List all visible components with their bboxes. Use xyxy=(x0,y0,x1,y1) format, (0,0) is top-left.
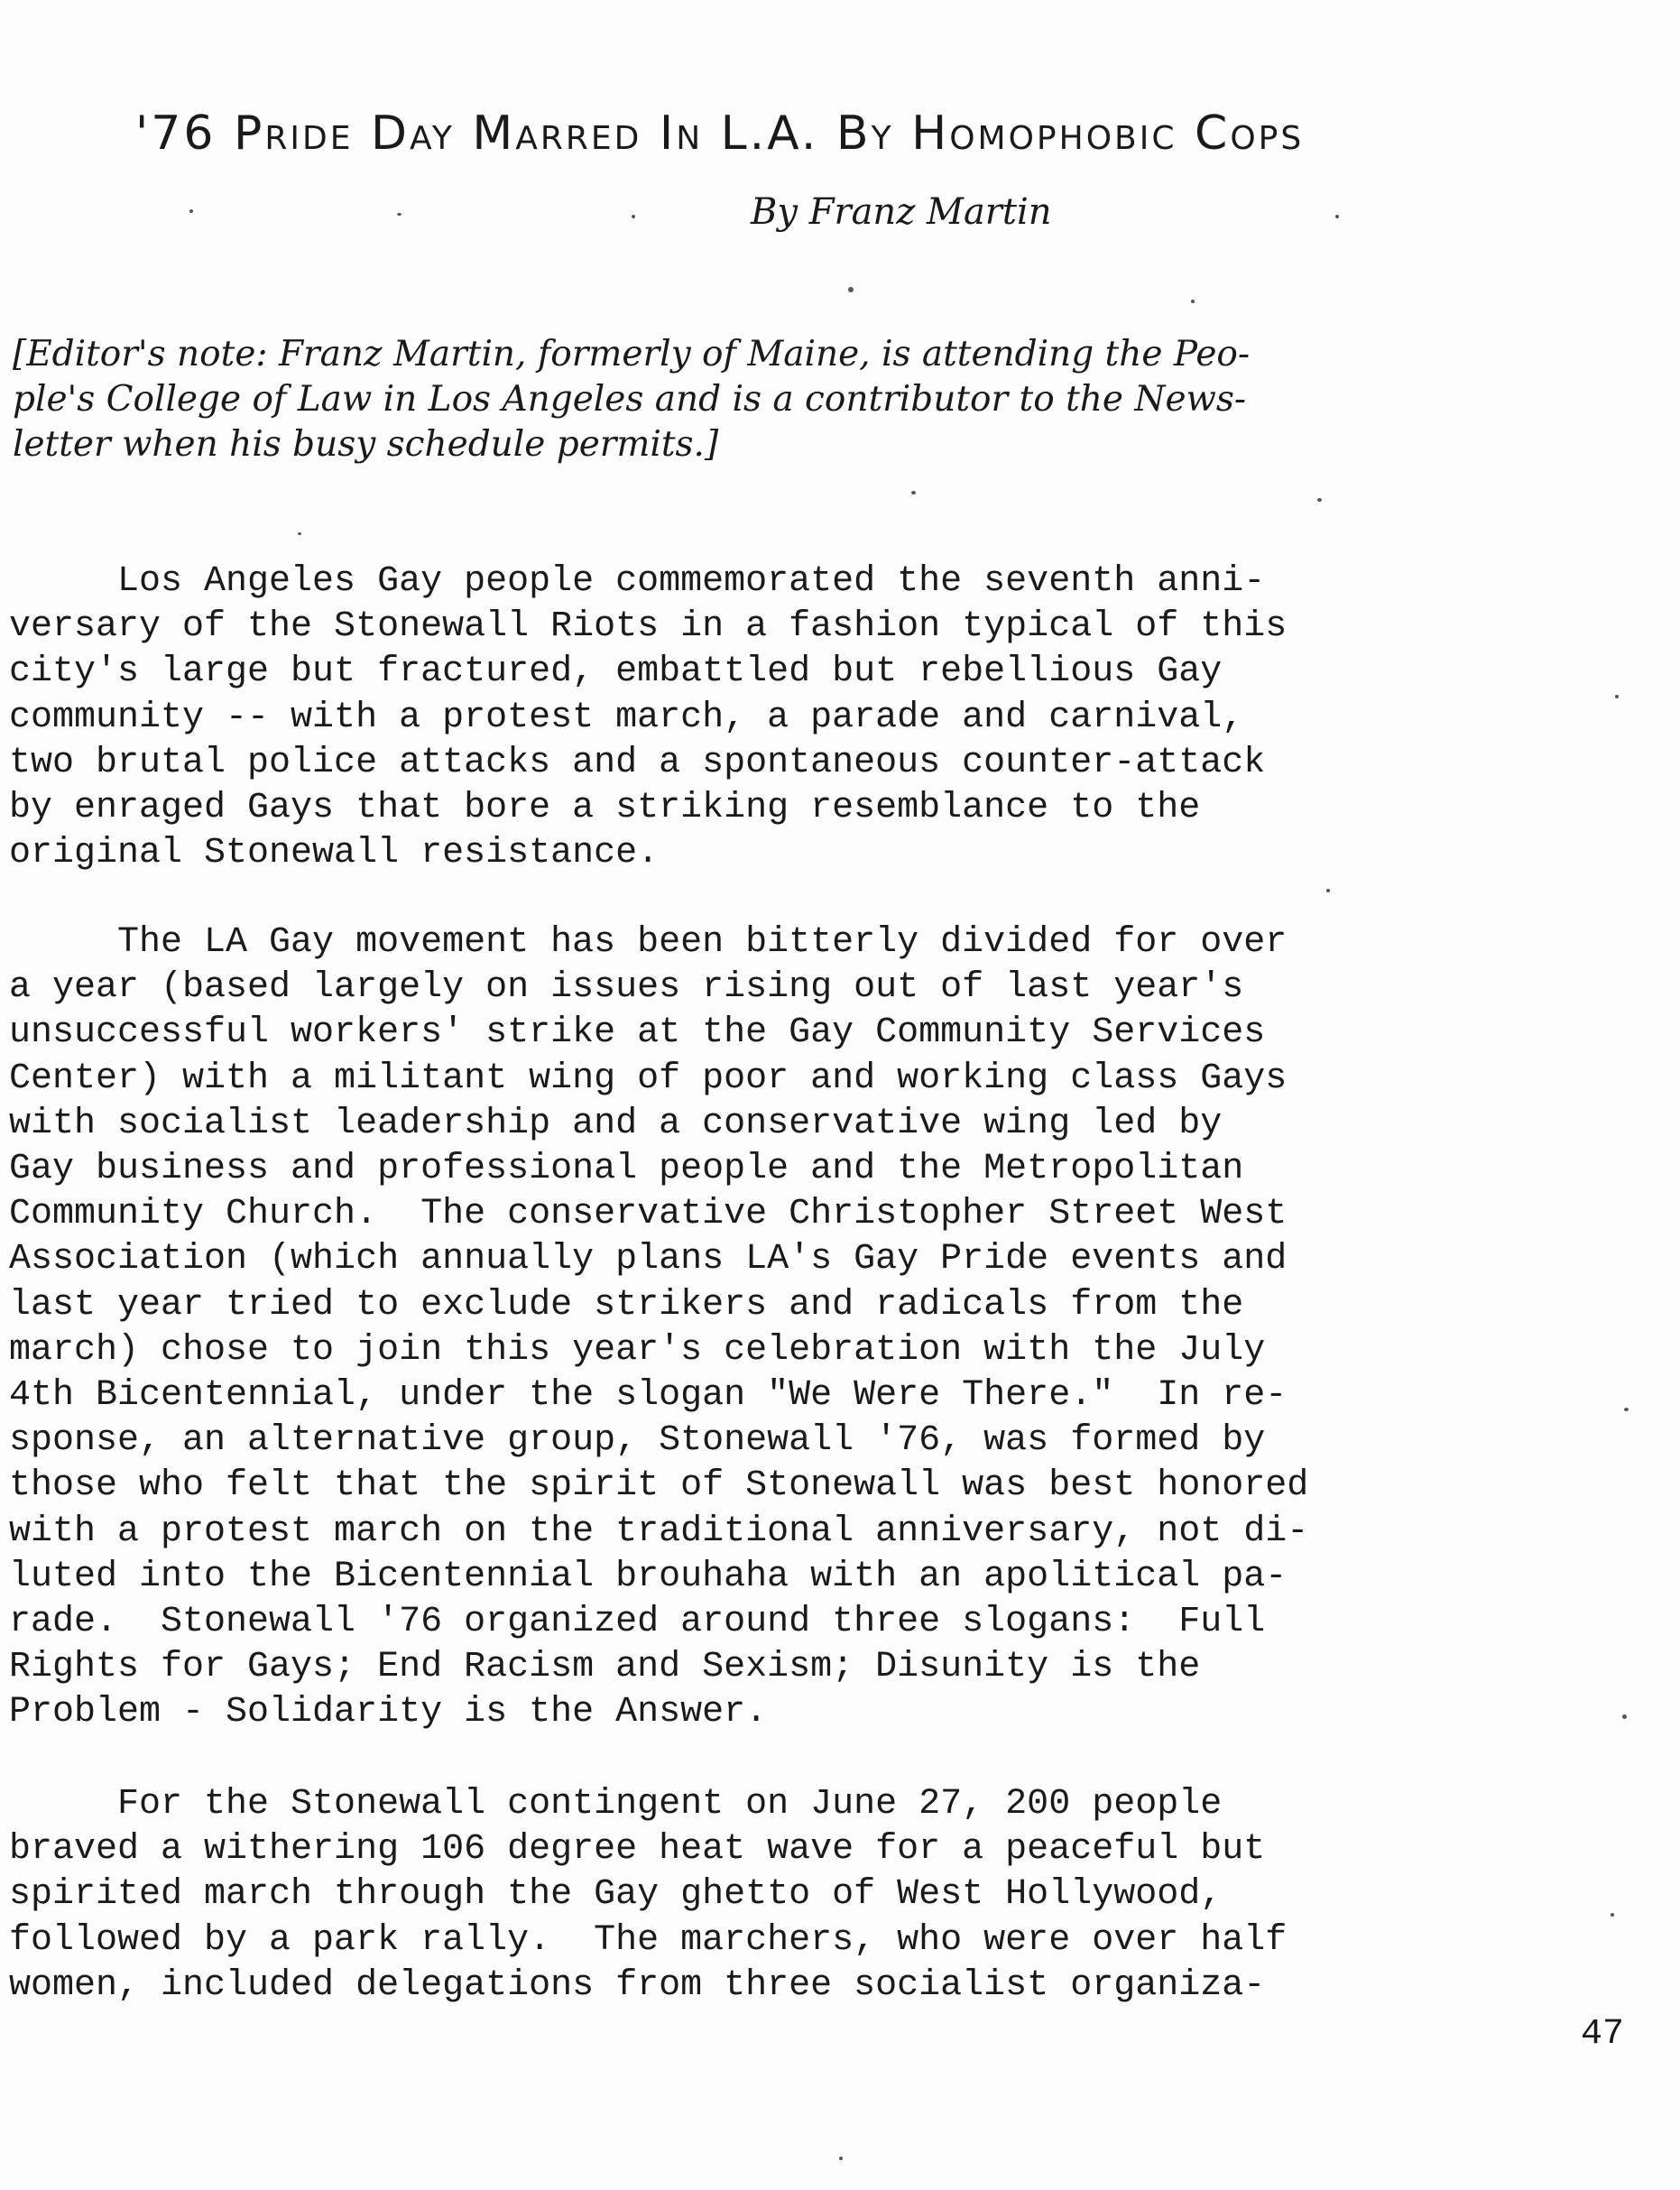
article-title: '76 Pride Day Marred In L.A. By Homophobic Cops xyxy=(135,106,1305,161)
text-line: 4th Bicentennial, under the slogan "We Were There." In re- xyxy=(9,1375,1288,1417)
editor-note-line: letter when his busy schedule permits.] xyxy=(13,424,719,465)
text-line: a year (based largely on issues rising out of last year's xyxy=(9,967,1244,1009)
paragraph-2 xyxy=(9,920,1660,1736)
text-line: Center) with a militant wing of poor and working class Gays xyxy=(9,1058,1288,1099)
text-line: community -- with a protest march, a parade and carnival, xyxy=(9,697,1244,738)
text-line: original Stonewall resistance. xyxy=(9,833,660,874)
text-line: rade. Stonewall '76 organized around three slogans: Full xyxy=(9,1602,1266,1643)
text-line: Los Angeles Gay people commemorated the seventh anni- xyxy=(9,561,1266,602)
scan-speck xyxy=(1326,889,1330,892)
scan-speck xyxy=(1615,695,1619,698)
text-line: The LA Gay movement has been bitterly divided for over xyxy=(9,922,1288,963)
scan-speck xyxy=(1317,498,1322,502)
scan-speck xyxy=(1624,1408,1629,1411)
scan-speck xyxy=(1622,1714,1627,1719)
scan-speck xyxy=(298,532,301,535)
text-line: spirited march through the Gay ghetto of West Hollywood, xyxy=(9,1874,1223,1916)
paragraph-1 xyxy=(9,559,1660,876)
text-line: unsuccessful workers' strike at the Gay Community Services xyxy=(9,1012,1266,1054)
scan-speck xyxy=(632,215,635,218)
text-line: with socialist leadership and a conservative wing led by xyxy=(9,1103,1223,1144)
scan-speck xyxy=(397,213,402,216)
text-line: sponse, an alternative group, Stonewall '76, was formed by xyxy=(9,1420,1266,1462)
scan-speck xyxy=(1191,300,1195,303)
byline: By Franz Martin xyxy=(751,191,1052,233)
text-line: Community Church. The conservative Christopher Street West xyxy=(9,1194,1288,1235)
scan-speck xyxy=(1611,1913,1614,1917)
text-line: Problem - Solidarity is the Answer. xyxy=(9,1692,768,1733)
text-line: luted into the Bicentennial brouhaha with an apolitical pa- xyxy=(9,1556,1288,1597)
text-line: braved a withering 106 degree heat wave for a peaceful but xyxy=(9,1829,1266,1871)
text-line: by enraged Gays that bore a striking resemblance to the xyxy=(9,788,1201,829)
text-line: last year tried to exclude strikers and radicals from the xyxy=(9,1284,1244,1326)
text-line: two brutal police attacks and a spontaneous counter-attack xyxy=(9,742,1266,783)
text-line: women, included delegations from three socialist organiza- xyxy=(9,1964,1266,2006)
scan-speck xyxy=(848,287,854,292)
text-line: with a protest march on the traditional anniversary, not di- xyxy=(9,1511,1309,1552)
text-line: Association (which annually plans LA's Gay Pride events and xyxy=(9,1239,1288,1280)
text-line: march) chose to join this year's celebration with the July xyxy=(9,1329,1266,1371)
text-line: Rights for Gays; End Racism and Sexism; Disunity is the xyxy=(9,1647,1201,1688)
scan-speck xyxy=(189,209,193,213)
scan-speck xyxy=(911,491,916,494)
editor-note-line: ple's College of Law in Los Angeles and is a contributor to the News- xyxy=(13,379,1247,420)
text-line: those who felt that the spirit of Stonewall was best honored xyxy=(9,1465,1309,1507)
scan-speck xyxy=(839,2157,843,2160)
editor-note-line: [Editor's note: Franz Martin, formerly of Maine, is attending the Peo- xyxy=(13,334,1251,374)
scan-speck xyxy=(1335,215,1339,218)
editor-note xyxy=(13,332,1628,467)
text-line: versary of the Stonewall Riots in a fashion typical of this xyxy=(9,606,1288,648)
text-line: followed by a park rally. The marchers, who were over half xyxy=(9,1919,1288,1961)
text-line: For the Stonewall contingent on June 27, 200 people xyxy=(9,1784,1223,1825)
paragraph-3 xyxy=(9,1782,1660,2009)
text-line: city's large but fractured, embattled but rebellious Gay xyxy=(9,651,1223,693)
page-number: 47 xyxy=(1581,2014,1625,2055)
text-line: Gay business and professional people and the Metropolitan xyxy=(9,1149,1244,1190)
